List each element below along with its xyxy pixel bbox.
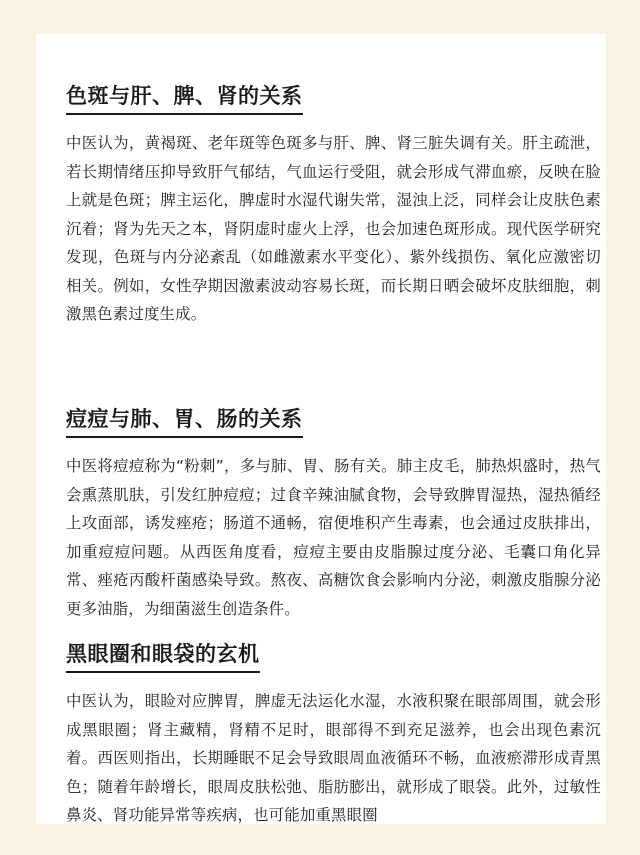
section-body: 中医将痘痘称为“粉刺”，多与肺、胃、肠有关。肺主皮毛，肺热炽盛时，热气会熏蒸肌肤，引发红肿痘痘；过食辛辣油腻食物，会导致脾胃湿热，湿热循经上攻面部，诱发痤疮；肠道不通畅，宿便堆积产生毒素，也会通过皮肤排出，加重痘痘问题。从西医角度看，痘痘主要由皮脂腺过度分泌、毛囊口角化异常、痤疮丙酸杆菌感染导致。熬夜、高糖饮食会影响内分泌，刺激皮脂腺分泌更多油脂，为细菌滋生创造条件。	[66, 457, 601, 618]
section-dark-circles	[66, 639, 601, 824]
section-acne	[66, 404, 601, 623]
section-pigmentation	[66, 81, 601, 329]
section-body: 中医认为，黄褐斑、老年斑等色斑多与肝、脾、肾三脏失调有关。肝主疏泄，若长期情绪压抑导致肝气郁结，气血运行受阻，就会形成气滞血瘀，反映在脸上就是色斑；脾主运化，脾虚时水湿代谢失常，湿浊上泛，同样会让皮肤色素沉着；肾为先天之本，肾阴虚时虚火上浮，也会加速色斑形成。现代医学研究发现，色斑与内分泌紊乱（如雌激素水平变化）、紫外线损伤、氧化应激密切相关。例如，女性孕期因激素波动容易长斑，而长期日晒会破坏皮肤细胞，刺激黑色素过度生成。	[66, 134, 601, 323]
section-title: 黑眼圈和眼袋的玄机	[66, 639, 260, 673]
section-title: 痘痘与肺、胃、肠的关系	[66, 404, 303, 438]
article-card	[36, 34, 606, 824]
section-body: 中医认为，眼睑对应脾胃，脾虚无法运化水湿，水液积聚在眼部周围，就会形成黑眼圈；肾主藏精，肾精不足时，眼部得不到充足滋养，也会出现色素沉着。西医则指出，长期睡眠不足会导致眼周血液循环不畅，血液瘀滞形成青黑色；随着年龄增长，眼周皮肤松弛、脂肪膨出，就形成了眼袋。此外，过敏性鼻炎、肾功能异常等疾病，也可能加重黑眼圈	[66, 692, 601, 824]
section-title: 色斑与肝、脾、肾的关系	[66, 81, 303, 115]
